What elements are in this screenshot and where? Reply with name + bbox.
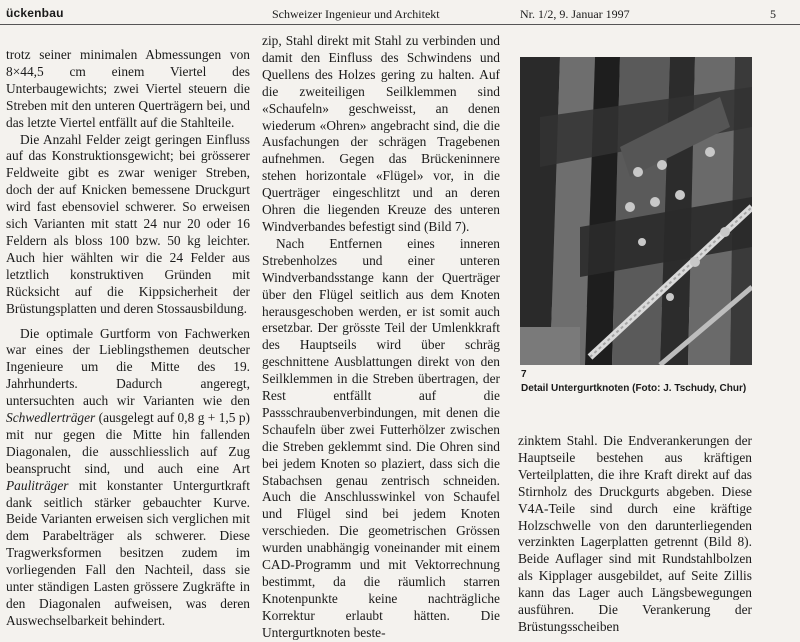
paragraph: trotz seiner minimalen Abmessungen von 8×44,5 cm einem Viertel des Unterbaugewichts; zwei Viertel steuern die Streben mit den unteren Querträgern bei, und das letzte Viertel entfällt auf die Stahlteile. — [6, 47, 250, 130]
paragraph: Nach Entfernen eines inneren Strebenholzes und einer unteren Windverbandsstange kann der Querträger über den Flügel seitlich aus dem Knoten herausgeschoben werden, er ist somit auch ersetzbar. Der grösste Teil der Umlenkkraft des Hauptseils wird über schräg geschnittene Ausblattungen direkt von den Seilklemmen in die Streben übertragen, der Rest entfällt auf die Passschraubenverbindungen, mit denen die Schaufeln über zwei Futterhölzer zwischen die Streben geklemmt sind. Die Ohren sind bei jedem Knoten so plaziert, dass sich die Stabachsen genau zentrisch schneiden. Auch die Anschlusswinkel von Schaufel und Flügel sind bei jedem Knoten verschieden. Die geometrischen Grössen wurden unabhängig voneinander mit einem CAD-Programm und mit Vektorrechnung bestimmt, da die räumlich starren Knotenpunkte keine nachträgliche Korrektur erlaubt hätten. Die Untergurtknoten beste- — [262, 235, 500, 640]
text-run: (ausgelegt auf 0,8 g + 1,5 p) mit nur gegen die Mitte hin fallenden Diagonalen, die ausschliesslich auf Zug beansprucht sind, und auch eine Art — [6, 410, 250, 476]
figure-7-photo — [520, 57, 752, 365]
text-column-1 — [6, 47, 250, 630]
journal-title: Schweizer Ingenieur und Architekt — [272, 7, 440, 21]
bridge-joint-photo — [520, 57, 752, 365]
term-schwedlertraeger: Schwedlerträger — [6, 410, 96, 426]
header-rule — [0, 24, 800, 25]
text-column-3 — [518, 433, 752, 636]
figure-caption: Detail Untergurtknoten (Foto: J. Tschudy, Chur) — [521, 383, 747, 394]
paragraph — [6, 326, 250, 630]
paragraph: zinktem Stahl. Die Endverankerungen der Hauptseile bestehen aus kräftigen Verteilplatten, die ihre Kraft direkt auf das Stirnholz des Druckgurts abgeben. Diese V4A-Teile sind durch eine kräftige Holzschwelle von den darunterliegenden verzinkten Lagerplatten getrennt (Bild 8). Beide Auflager sind mit Rundstahlbolzen als Kipplager ausgebildet, auf Seite Zillis kann das Lager auch Längsbewegungen ausführen. Die Verankerung der Brüstungsscheiben — [518, 433, 752, 634]
page-header — [0, 0, 800, 30]
section-title: ückenbau — [6, 6, 64, 20]
issue-date: Nr. 1/2, 9. Januar 1997 — [520, 7, 630, 21]
figure-number: 7 — [521, 369, 527, 380]
text-run: mit konstanter Untergurtkraft dank seitlich stärker gebauchter Kurve. Beide Varianten erweisen sich verglichen mit dem Parabelträger als schwerer. Diese Tragwerksformen besitzen zudem im vorliegenden Fall den Nachteil, dass sie unter ständigen Lasten grössere Zugkräfte in den Diagonalen aufweisen, was deren Auswechselbarkeit behindert. — [6, 477, 250, 628]
text-column-2 — [262, 33, 500, 642]
text-run: Die optimale Gurtform von Fachwerken war eines der Lieblingsthemen deutscher Ingenieure um die Mitte des 19. Jahrhunderts. Dadurch angeregt, untersuchten auch wir Varianten wie den — [6, 325, 250, 409]
paragraph: zip, Stahl direkt mit Stahl zu verbinden und damit den Einfluss des Schwindens und Quellens des Holzes gering zu halten. Auf die zweiteiligen Seilklemmen sind «Schaufeln» geschweisst, an denen wiederum «Ohren» angebracht sind, die die Ausfachungen der schrägen Tragebenen aufnehmen. Gegen das Brückeninnere stehen horizontale «Flügel» vor, in die Querträger eingeschlitzt und an deren Ohren die liegenden Kreuze des unteren Windverbandes befestigt sind (Bild 7). — [262, 33, 500, 234]
paragraph: Die Anzahl Felder zeigt geringen Einfluss auf das Konstruktionsgewicht; bei grösserer Feldweite gibt es zwar weniger Streben, doch der auf Knicken bemessene Druckgurt wird fast ebensoviel schwerer. So erweisen sich Varianten mit statt 24 nur 20 oder 16 Feldern als bloss 100 bzw. 50 kg leichter. Auch hier wählten wir die 24 Felder aus letztlich konstruktiven Gründen mit Rücksicht auf die Kippsicherheit der Brüstungsplatten und deren Stossausbildung. — [6, 131, 250, 316]
page-number: 5 — [770, 7, 776, 21]
term-paulitraeger: Pauliträger — [6, 477, 69, 493]
